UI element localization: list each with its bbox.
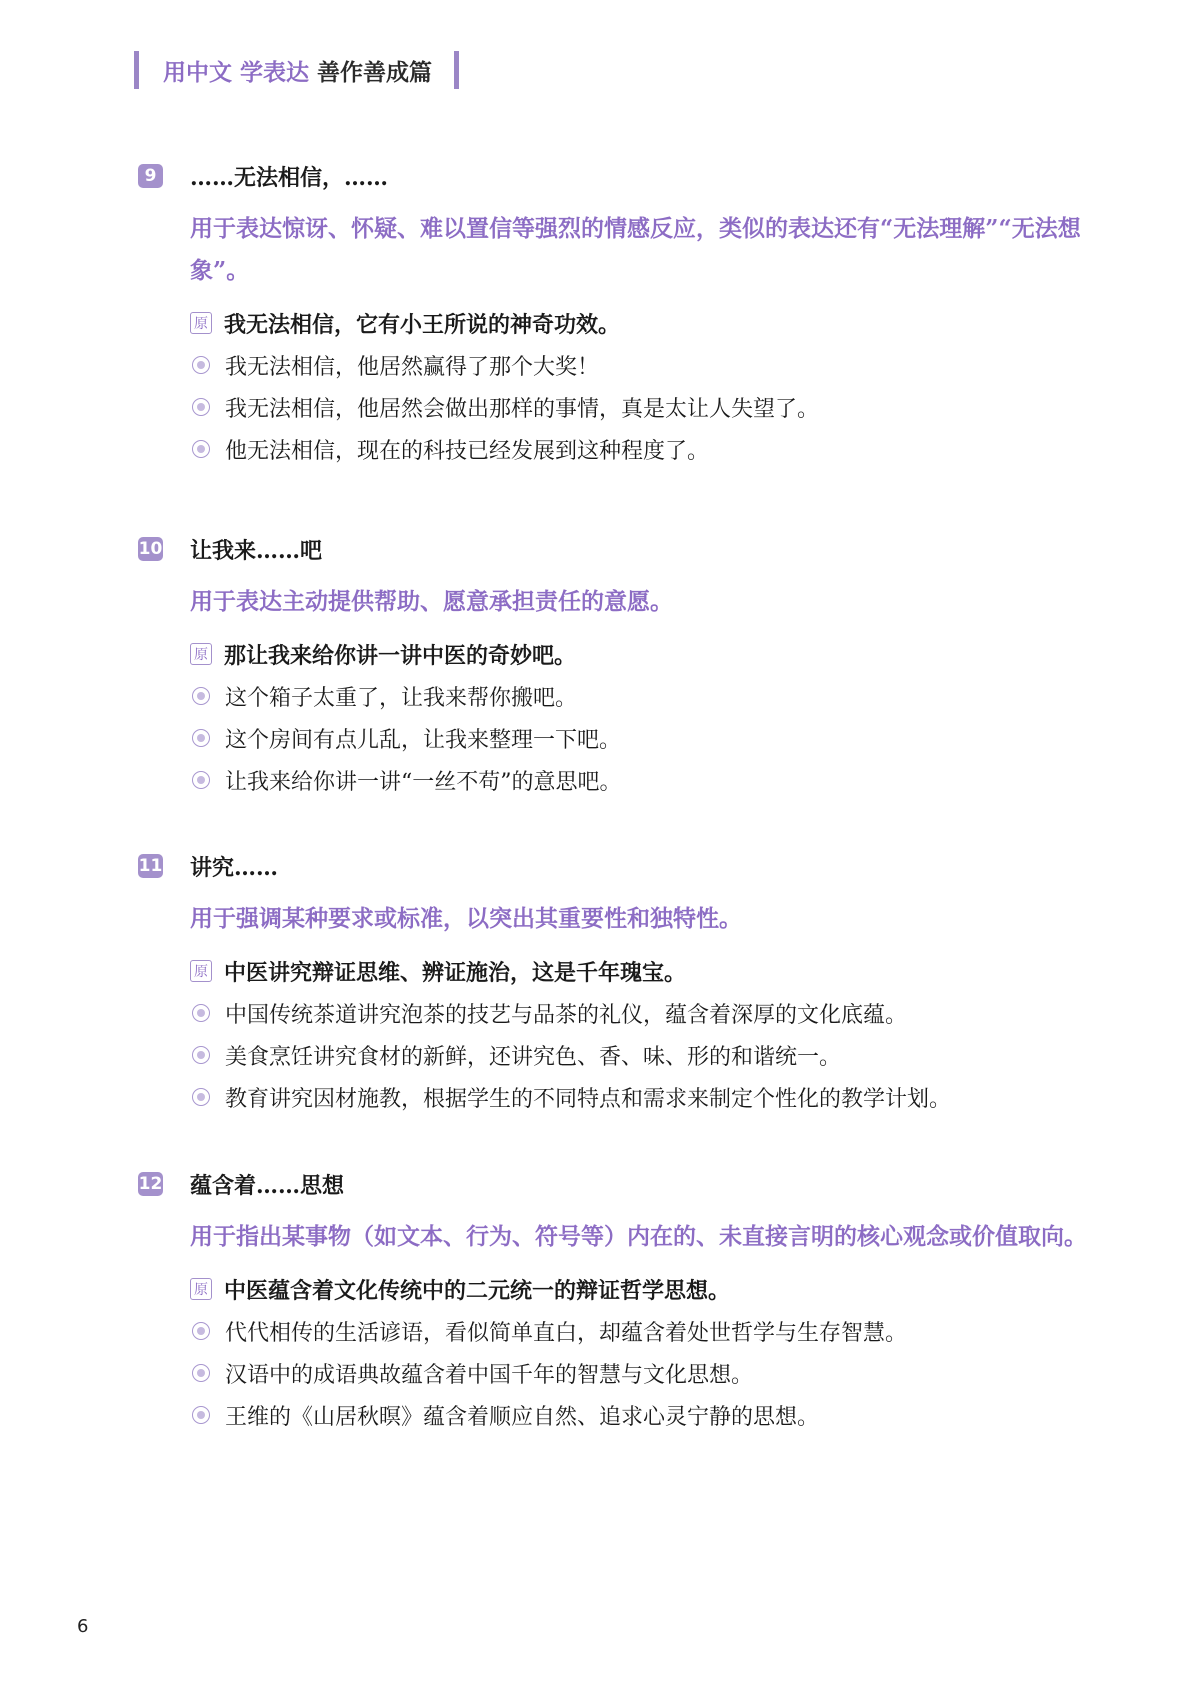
- bullet-circle-icon: [192, 729, 210, 747]
- header-title: [163, 54, 432, 87]
- section-number-badge: 9: [138, 164, 163, 188]
- header-title-part1: 用中文 学表达: [163, 59, 310, 86]
- bullet-circle-icon: [192, 440, 210, 458]
- example-list: [190, 1268, 1098, 1436]
- example-text: 中国传统茶道讲究泡茶的技艺与品茶的礼仪，蕴含着深厚的文化底蕴。: [225, 1002, 908, 1028]
- example-text: 教育讲究因材施教，根据学生的不同特点和需求来制定个性化的教学计划。: [225, 1086, 952, 1112]
- original-sentence: [190, 1268, 1098, 1310]
- example-list: [190, 633, 1098, 801]
- original-sentence: [190, 950, 1098, 992]
- section-heading: [138, 850, 1098, 882]
- example-item: [190, 386, 1098, 428]
- section-12: [138, 1168, 1098, 1436]
- bullet-circle-icon: [192, 1322, 210, 1340]
- section-number-badge: 12: [138, 1174, 163, 1194]
- example-text: 他无法相信，现在的科技已经发展到这种程度了。: [225, 438, 710, 464]
- example-text: 代代相传的生活谚语，看似简单直白，却蕴含着处世哲学与生存智慧。: [225, 1320, 908, 1346]
- example-text: 这个房间有点儿乱，让我来整理一下吧。: [225, 727, 622, 753]
- example-item: [190, 1352, 1098, 1394]
- bullet-circle-icon: [192, 356, 210, 374]
- original-sentence-text: 中医蕴含着文化传统中的二元统一的辩证哲学思想。: [224, 1277, 731, 1304]
- example-list: [190, 302, 1098, 470]
- bullet-circle-icon: [192, 1004, 210, 1022]
- original-text-icon: 原: [190, 1278, 212, 1300]
- example-item: [190, 428, 1098, 470]
- bullet-circle-icon: [192, 687, 210, 705]
- running-header: [134, 50, 459, 90]
- bullet-circle-icon: [192, 771, 210, 789]
- example-item: [190, 1310, 1098, 1352]
- section-description: 用于表达惊讶、怀疑、难以置信等强烈的情感反应，类似的表达还有“无法理解”“无法想象”。: [190, 215, 1081, 284]
- section-heading: [138, 160, 1098, 192]
- header-title-part2: 善作善成篇: [317, 59, 433, 86]
- original-sentence-text: 中医讲究辩证思维、辨证施治，这是千年瑰宝。: [224, 959, 687, 986]
- header-left-bar: [134, 51, 139, 89]
- page-number: 6: [77, 1616, 89, 1637]
- original-sentence: [190, 302, 1098, 344]
- example-item: [190, 1394, 1098, 1436]
- example-text: 我无法相信，他居然赢得了那个大奖！: [225, 354, 600, 380]
- section-heading: [138, 1168, 1098, 1200]
- original-sentence-text: 我无法相信，它有小王所说的神奇功效。: [224, 311, 621, 338]
- original-text-icon: 原: [190, 960, 212, 982]
- section-title: ……无法相信，……: [190, 164, 389, 191]
- original-text-icon: 原: [190, 643, 212, 665]
- original-sentence: [190, 633, 1098, 675]
- example-item: [190, 1076, 1098, 1118]
- example-item: [190, 759, 1098, 801]
- section-title: 蕴含着……思想: [190, 1172, 345, 1199]
- original-sentence-text: 那让我来给你讲一讲中医的奇妙吧。: [224, 642, 577, 669]
- header-right-bar: [454, 51, 459, 89]
- section-number-badge: 11: [138, 856, 163, 876]
- example-text: 让我来给你讲一讲“一丝不苟”的意思吧。: [225, 769, 622, 795]
- bullet-circle-icon: [192, 1088, 210, 1106]
- section-description: 用于表达主动提供帮助、愿意承担责任的意愿。: [190, 588, 673, 615]
- section-11: [138, 850, 1098, 1118]
- section-heading: [138, 533, 1098, 565]
- bullet-circle-icon: [192, 1406, 210, 1424]
- example-list: [190, 950, 1098, 1118]
- section-9: [138, 160, 1098, 470]
- section-description: 用于指出某事物（如文本、行为、符号等）内在的、未直接言明的核心观念或价值取向。: [190, 1223, 1087, 1250]
- bullet-circle-icon: [192, 1364, 210, 1382]
- example-text: 我无法相信，他居然会做出那样的事情，真是太让人失望了。: [225, 396, 820, 422]
- section-number-badge: 10: [138, 539, 163, 559]
- section-title: 让我来……吧: [190, 537, 323, 564]
- bullet-circle-icon: [192, 1046, 210, 1064]
- example-text: 王维的《山居秋暝》蕴含着顺应自然、追求心灵宁静的思想。: [225, 1404, 820, 1430]
- example-item: [190, 675, 1098, 717]
- original-text-icon: 原: [190, 312, 212, 334]
- example-text: 美食烹饪讲究食材的新鲜，还讲究色、香、味、形的和谐统一。: [225, 1044, 842, 1070]
- example-item: [190, 344, 1098, 386]
- example-text: 汉语中的成语典故蕴含着中国千年的智慧与文化思想。: [225, 1362, 754, 1388]
- example-item: [190, 717, 1098, 759]
- section-title: 讲究……: [190, 854, 279, 881]
- bullet-circle-icon: [192, 398, 210, 416]
- section-10: [138, 533, 1098, 801]
- example-item: [190, 992, 1098, 1034]
- section-description: 用于强调某种要求或标准，以突出其重要性和独特性。: [190, 905, 742, 932]
- example-item: [190, 1034, 1098, 1076]
- example-text: 这个箱子太重了，让我来帮你搬吧。: [225, 685, 578, 711]
